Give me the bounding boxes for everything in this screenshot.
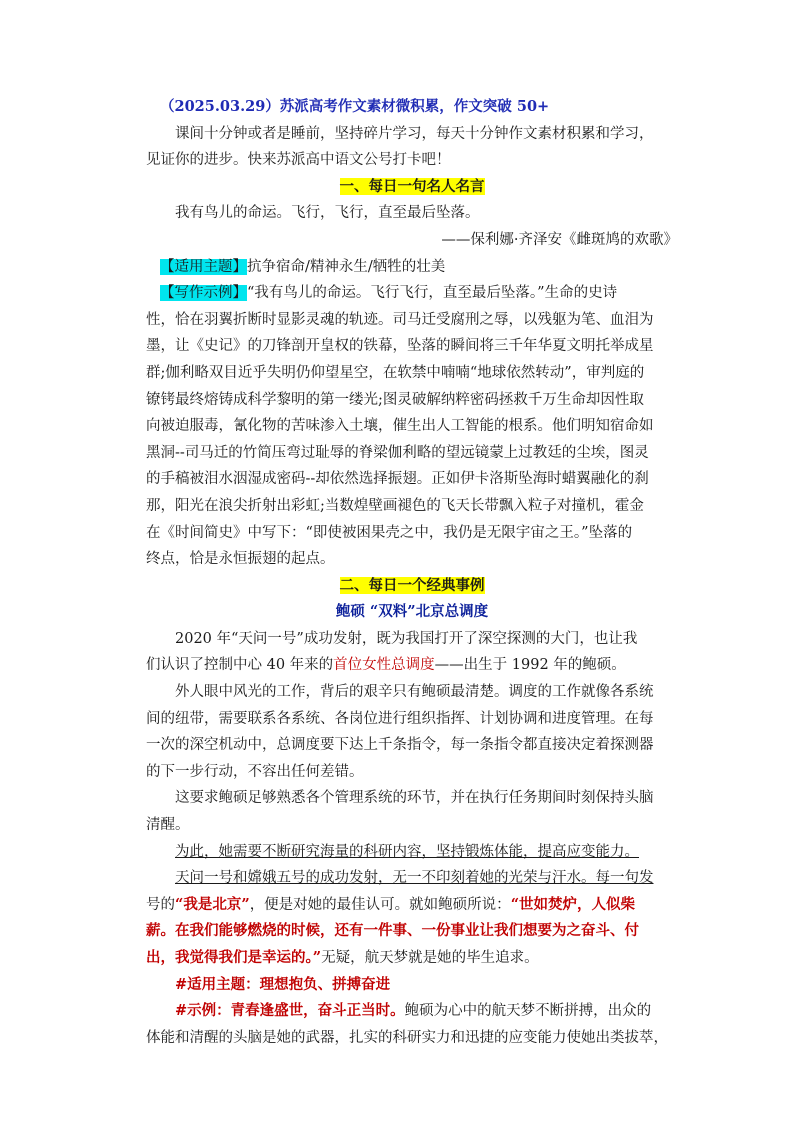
p5-text-mid: ，便是对她的最佳认可。就如鲍硕所说： <box>249 896 511 913</box>
section1-heading-row <box>146 174 678 201</box>
section2-heading: 二、每日一个经典事例 <box>339 576 485 594</box>
example-line-1: 性，恰在羽翼折断时显影灵魂的轨迹。司马迁受腐刑之辱，以残躯为笔、血泪为 <box>146 311 654 328</box>
p1-text: 们认识了控制中心 40 年来的 <box>146 657 334 674</box>
p1-line-a: 2020 年“天问一号”成功发射，既为我国打开了深空探测的大门，也让我 <box>175 630 638 647</box>
section2-heading-row <box>146 573 678 600</box>
quote-source: ——保利娜·齐泽安《雌斑鸠的欢歌》 <box>441 231 678 248</box>
p2-line-2: 一次的深空机动中，总调度要下达上千条指令，每一条指令都直接决定着探测器 <box>146 737 654 754</box>
document-title: （2025.03.29）苏派高考作文素材微积累，作文突破 50+ <box>160 98 550 115</box>
example-line-6: 黑洞--司马迁的竹简压弯过耻辱的脊梁伽利略的望远镜蒙上过教廷的尘埃，图灵 <box>146 444 649 461</box>
topic-hashtag: #适用主题：理想抱负、拼搏奋进 <box>175 975 391 993</box>
p1-line-b <box>146 652 678 679</box>
p4-underlined: 为此，她需要不断研究海量的科研内容，坚持锻炼体能，提高应变能力。 <box>175 843 639 860</box>
p5-line-d <box>146 945 678 972</box>
p1-text-end: ——出生于 1992 年的鲍硕。 <box>434 657 626 674</box>
quote-highlight-3: 出，我觉得我们是幸运的。” <box>146 949 322 966</box>
topic-row <box>146 254 678 281</box>
p4-row <box>146 839 678 866</box>
example-line-0: “我有鸟儿的命运。飞行飞行，直至最后坠落。”生命的史诗 <box>247 285 618 302</box>
example-text-2: 体能和清醒的头脑是她的武器，扎实的科研实力和迅捷的应变能力使她出类拔萃， <box>146 1029 668 1046</box>
example-row <box>146 280 678 307</box>
example-hashtag-row <box>146 998 678 1025</box>
quote: 我有鸟儿的命运。飞行，飞行，直至最后坠落。 <box>175 205 480 222</box>
example-text: 鲍硕为心中的航天梦不断拼搏，出众的 <box>404 1003 652 1020</box>
example-line-9: 在《时间简史》中写下：“即使被困果壳之中，我仍是无限宇宙之王。”坠落的 <box>146 524 633 541</box>
document-page <box>146 94 678 1051</box>
p2-line-0: 外人眼中风光的工作，背后的艰辛只有鲍硕最清楚。调度的工作就像各系统 <box>175 684 654 701</box>
im-beijing-highlight: “我是北京” <box>175 895 250 913</box>
section1-heading: 一、每日一句名人名言 <box>339 177 485 195</box>
intro-line-1: 课间十分钟或者是睡前，坚持碎片学习，每天十分钟作文素材积累和学习， <box>175 125 654 142</box>
p2-line-1: 间的纽带，需要联系各系统、各岗位进行组织指挥、计划协调和进度管理。在每 <box>146 710 654 727</box>
section2-subtitle: 鲍硕 “双料”北京总调度 <box>335 603 489 621</box>
topic-text: 抗争宿命/精神永生/牺牲的壮美 <box>247 258 446 275</box>
example-line-4: 镣铐最终熔铸成科学黎明的第一缕光;图灵破解纳粹密码拯救千万生命却因性取 <box>146 391 644 408</box>
example-hashtag: #示例：青春逢盛世，奋斗正当时。 <box>175 1002 405 1020</box>
example-line-7: 的手稿被泪水洇湿成密码--却依然选择振翅。正如伊卡洛斯坠海时蜡翼融化的刹 <box>146 471 649 488</box>
example-line-10: 终点，恰是永恒振翅的起点。 <box>146 551 335 568</box>
quote-highlight-2: 薪。在我们能够燃烧的时候，还有一件事、一份事业让我们想要为之奋斗、付 <box>146 922 639 940</box>
example-line-3: 群;伽利略双目近乎失明仍仰望星空，在软禁中喃喃“地球依然转动”，审判庭的 <box>146 364 645 381</box>
p5-line-a: 天问一号和嫦娥五号的成功发射，无一不印刻着她的光荣与汗水。每一句发 <box>175 870 654 887</box>
topic-tag: 【适用主题】 <box>160 258 247 275</box>
p5-line-b <box>146 892 678 919</box>
p3-line-1: 清醒。 <box>146 817 190 834</box>
p3-line-0: 这要求鲍硕足够熟悉各个管理系统的环节，并在执行任务期间时刻保持头脑 <box>175 790 654 807</box>
example-tag: 【写作示例】 <box>160 285 247 302</box>
p2-line-3: 的下一步行动，不容出任何差错。 <box>146 763 364 780</box>
quote-highlight-1: “世如焚炉，人似柴 <box>510 895 636 913</box>
first-female-highlight: 首位女性总调度 <box>333 657 435 674</box>
example-line-2: 墨，让《史记》的刀锋剖开皇权的铁幕，坠落的瞬间将三千年华夏文明托举成星 <box>146 338 654 355</box>
p5-text-end: 无疑，航天梦就是她的毕生追求。 <box>321 950 539 966</box>
intro-line-2: 见证你的进步。快来苏派高中语文公号打卡吧！ <box>146 152 451 169</box>
p5-text: 号的 <box>146 896 175 913</box>
example-line-8: 那，阳光在浪尖折射出彩虹;当数煌壁画褪色的飞天长带飘入粒子对撞机，霍金 <box>146 497 644 514</box>
example-line-5: 向被迫服毒，氰化物的苦味渗入土壤，催生出人工智能的根系。他们明知宿命如 <box>146 418 654 435</box>
